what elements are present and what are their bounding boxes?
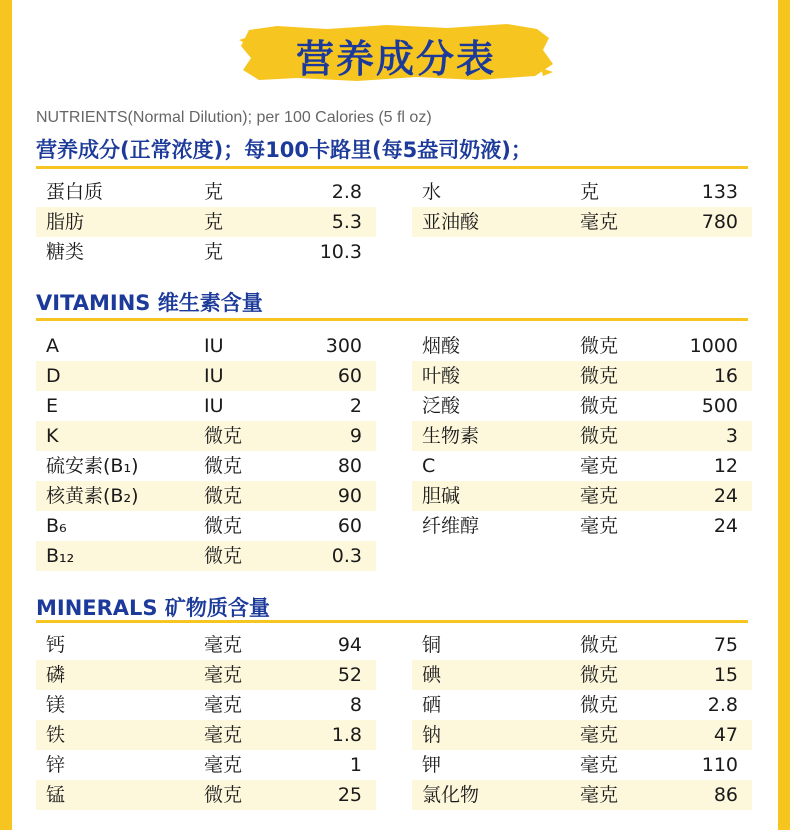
- nutrient-name: 蛋白质: [46, 181, 104, 203]
- minerals-divider: [36, 620, 748, 623]
- nutrient-unit: 毫克: [580, 784, 619, 806]
- nutrient-unit: IU: [204, 365, 224, 387]
- nutrient-unit: 毫克: [580, 485, 619, 507]
- nutrient-value: 780: [701, 211, 738, 233]
- nutrient-name: 硒: [422, 694, 442, 716]
- nutrient-name: 铁: [46, 724, 66, 746]
- nutrient-value: 300: [325, 335, 362, 357]
- nutrient-unit: 微克: [204, 425, 243, 447]
- nutrient-name: B₁₂: [46, 545, 75, 567]
- nutrient-value: 60: [337, 515, 362, 537]
- nutrient-value: 15: [713, 664, 738, 686]
- table-row: [36, 481, 748, 511]
- nutrient-unit: 微克: [580, 335, 619, 357]
- left-nutrient-cell: [36, 511, 376, 541]
- nutrient-unit: 毫克: [580, 211, 619, 233]
- right-nutrient-cell: [412, 690, 752, 720]
- left-nutrient-cell: [36, 177, 376, 207]
- nutrient-name: 烟酸: [422, 335, 461, 357]
- nutrient-unit: 毫克: [204, 694, 243, 716]
- nutrients-chinese-label: 营养成分(正常浓度)；每100卡路里(每5盎司奶液)；: [36, 138, 532, 162]
- nutrient-unit: 毫克: [580, 455, 619, 477]
- title-banner: [237, 20, 555, 84]
- nutrient-unit: 毫克: [204, 664, 243, 686]
- nutrient-unit: 毫克: [580, 724, 619, 746]
- left-nutrient-cell: [36, 421, 376, 451]
- nutrient-name: 亚油酸: [422, 211, 480, 233]
- left-nutrient-cell: [36, 237, 376, 267]
- nutrients-divider: [36, 166, 748, 169]
- nutrient-unit: 微克: [204, 515, 243, 537]
- nutrient-value: 0.3: [331, 545, 362, 567]
- nutrient-value: 110: [701, 754, 738, 776]
- nutrient-name: A: [46, 335, 59, 357]
- right-yellow-border: [778, 0, 790, 830]
- left-nutrient-cell: [36, 780, 376, 810]
- table-row: [36, 660, 748, 690]
- table-row: [36, 541, 748, 571]
- nutrient-unit: 微克: [580, 365, 619, 387]
- nutrient-name: 锰: [46, 784, 66, 806]
- left-nutrient-cell: [36, 660, 376, 690]
- nutrient-value: 25: [337, 784, 362, 806]
- nutrient-unit: 毫克: [204, 754, 243, 776]
- nutrient-name: 泛酸: [422, 395, 461, 417]
- table-row: [36, 690, 748, 720]
- table-row: [36, 750, 748, 780]
- nutrient-name: 铜: [422, 634, 442, 656]
- nutrient-unit: 克: [204, 181, 224, 203]
- left-nutrient-cell: [36, 361, 376, 391]
- nutrient-unit: 微克: [580, 425, 619, 447]
- nutrient-unit: 克: [580, 181, 600, 203]
- table-row: [36, 421, 748, 451]
- right-nutrient-cell: [412, 481, 752, 511]
- vitamins-divider: [36, 318, 748, 321]
- table-row: [36, 780, 748, 810]
- nutrient-value: 500: [701, 395, 738, 417]
- nutrient-unit: 微克: [580, 664, 619, 686]
- nutrient-value: 86: [713, 784, 738, 806]
- nutrient-value: 3: [725, 425, 738, 447]
- table-row: [36, 361, 748, 391]
- nutrient-name: 生物素: [422, 425, 480, 447]
- table-row: [36, 207, 748, 237]
- nutrient-value: 133: [701, 181, 738, 203]
- right-nutrient-cell: [412, 720, 752, 750]
- nutrient-unit: 毫克: [580, 515, 619, 537]
- left-nutrient-cell: [36, 630, 376, 660]
- table-row: [36, 511, 748, 541]
- table-row: [36, 630, 748, 660]
- nutrient-name: 钾: [422, 754, 442, 776]
- table-row: [36, 720, 748, 750]
- nutrient-name: 磷: [46, 664, 66, 686]
- nutrient-value: 2.8: [331, 181, 362, 203]
- nutrient-name: 氯化物: [422, 784, 480, 806]
- table-row: [36, 237, 748, 267]
- nutrient-value: 80: [337, 455, 362, 477]
- right-nutrient-cell: [412, 361, 752, 391]
- nutrient-value: 2: [349, 395, 362, 417]
- left-nutrient-cell: [36, 720, 376, 750]
- page-title: 营养成分表: [295, 37, 496, 81]
- nutrient-unit: IU: [204, 395, 224, 417]
- nutrient-name: 脂肪: [46, 211, 85, 233]
- nutrient-value: 24: [713, 485, 738, 507]
- left-nutrient-cell: [36, 481, 376, 511]
- right-nutrient-cell: [412, 630, 752, 660]
- nutrient-unit: 微克: [204, 455, 243, 477]
- nutrient-name: 镁: [46, 694, 66, 716]
- nutrient-name: 硫安素(B₁): [46, 455, 139, 477]
- nutrient-name: 钙: [46, 634, 66, 656]
- nutrient-name: D: [46, 365, 61, 387]
- table-row: [36, 177, 748, 207]
- table-row: [36, 451, 748, 481]
- nutrient-value: 75: [713, 634, 738, 656]
- nutrient-value: 52: [337, 664, 362, 686]
- right-nutrient-cell: [412, 750, 752, 780]
- nutrient-unit: 微克: [580, 395, 619, 417]
- nutrient-value: 60: [337, 365, 362, 387]
- right-nutrient-cell: [412, 421, 752, 451]
- nutrient-name: K: [46, 425, 59, 447]
- nutrient-unit: 微克: [580, 694, 619, 716]
- right-nutrient-cell: [412, 177, 752, 207]
- nutrient-name: 碘: [422, 664, 442, 686]
- nutrient-value: 1.8: [331, 724, 362, 746]
- nutrient-value: 10.3: [319, 241, 362, 263]
- nutrient-name: 水: [422, 181, 442, 203]
- nutrient-name: 纤维醇: [422, 515, 480, 537]
- left-nutrient-cell: [36, 391, 376, 421]
- nutrient-unit: 克: [204, 211, 224, 233]
- nutrient-name: 核黄素(B₂): [46, 485, 139, 507]
- left-nutrient-cell: [36, 541, 376, 571]
- left-yellow-border: [0, 0, 12, 830]
- nutrient-value: 94: [337, 634, 362, 656]
- nutrient-value: 8: [349, 694, 362, 716]
- nutrient-name: 叶酸: [422, 365, 461, 387]
- nutrient-unit: 微克: [204, 784, 243, 806]
- nutrient-unit: 毫克: [204, 724, 243, 746]
- nutrient-unit: IU: [204, 335, 224, 357]
- nutrient-value: 90: [337, 485, 362, 507]
- nutrient-unit: 微克: [204, 485, 243, 507]
- minerals-title: MINERALS 矿物质含量: [36, 596, 270, 620]
- left-nutrient-cell: [36, 690, 376, 720]
- right-nutrient-cell: [412, 391, 752, 421]
- left-nutrient-cell: [36, 750, 376, 780]
- right-nutrient-cell: [412, 511, 752, 541]
- nutrient-name: B₆: [46, 515, 67, 537]
- nutrient-value: 16: [713, 365, 738, 387]
- nutrient-unit: 毫克: [580, 754, 619, 776]
- nutrient-name: E: [46, 395, 59, 417]
- right-nutrient-cell: [412, 660, 752, 690]
- nutrient-value: 9: [349, 425, 362, 447]
- nutrient-unit: 微克: [580, 634, 619, 656]
- nutrient-name: 钠: [422, 724, 442, 746]
- nutrient-value: 2.8: [707, 694, 738, 716]
- left-nutrient-cell: [36, 207, 376, 237]
- nutrient-name: C: [422, 455, 436, 477]
- nutrient-value: 5.3: [331, 211, 362, 233]
- nutrient-unit: 微克: [204, 545, 243, 567]
- nutrient-value: 24: [713, 515, 738, 537]
- nutrient-value: 1: [349, 754, 362, 776]
- nutrient-value: 1000: [689, 335, 738, 357]
- nutrient-name: 锌: [46, 754, 66, 776]
- right-nutrient-cell: [412, 451, 752, 481]
- nutrients-english-label: NUTRIENTS(Normal Dilution); per 100 Calories (5 fl oz): [36, 109, 432, 126]
- nutrient-name: 糖类: [46, 241, 85, 263]
- right-nutrient-cell: [412, 331, 752, 361]
- right-nutrient-cell: [412, 207, 752, 237]
- table-row: [36, 331, 748, 361]
- nutrient-unit: 毫克: [204, 634, 243, 656]
- table-row: [36, 391, 748, 421]
- nutrient-unit: 克: [204, 241, 224, 263]
- nutrient-value: 47: [713, 724, 738, 746]
- vitamins-title: VITAMINS 维生素含量: [36, 291, 263, 315]
- left-nutrient-cell: [36, 331, 376, 361]
- nutrient-value: 12: [713, 455, 738, 477]
- nutrient-name: 胆碱: [422, 485, 461, 507]
- right-nutrient-cell: [412, 780, 752, 810]
- left-nutrient-cell: [36, 451, 376, 481]
